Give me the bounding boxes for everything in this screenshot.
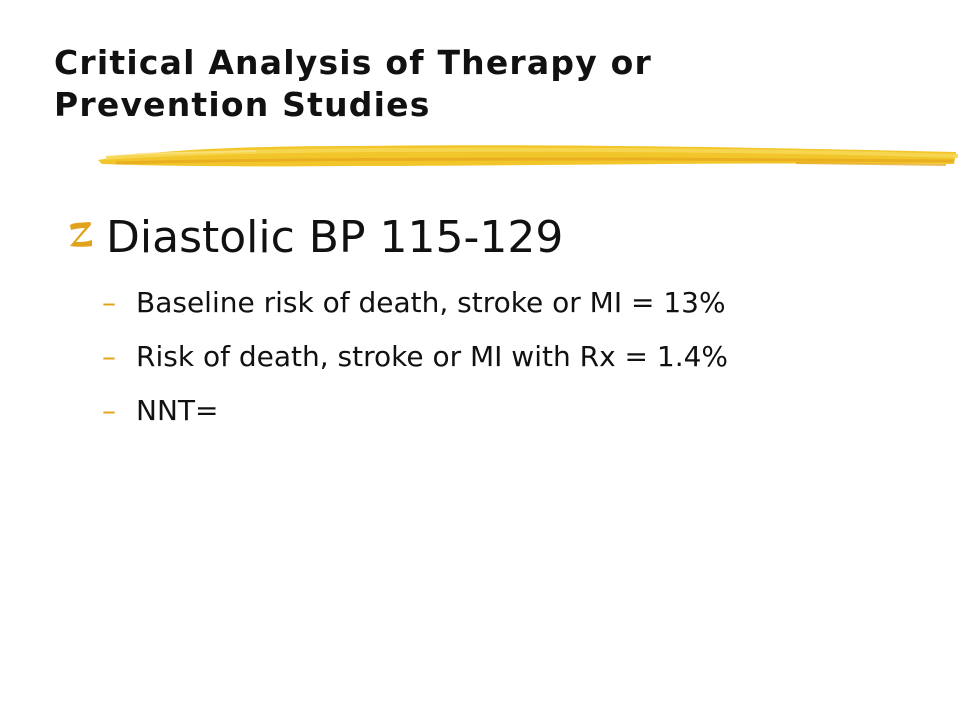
z-bullet-icon (66, 218, 96, 250)
sub-bullet (102, 336, 922, 390)
dash-bullet-icon: – (102, 286, 116, 319)
sub-bullet (102, 390, 922, 444)
main-bullet-text: Diastolic BP 115-129 (106, 212, 564, 263)
slide-title-line-1: Critical Analysis of Therapy or (54, 43, 652, 82)
sub-bullet-list (102, 282, 922, 444)
dash-bullet-icon: – (102, 340, 116, 373)
highlighter-underline (96, 136, 960, 178)
slide-title-line-2: Prevention Studies (54, 85, 431, 124)
dash-bullet-icon: – (102, 394, 116, 427)
sub-bullet (102, 282, 922, 336)
sub-bullet-text: NNT= (136, 394, 219, 427)
sub-bullet-text: Baseline risk of death, stroke or MI = 13% (136, 286, 726, 319)
sub-bullet-text: Risk of death, stroke or MI with Rx = 1.4% (136, 340, 729, 373)
slide-title (54, 42, 914, 126)
